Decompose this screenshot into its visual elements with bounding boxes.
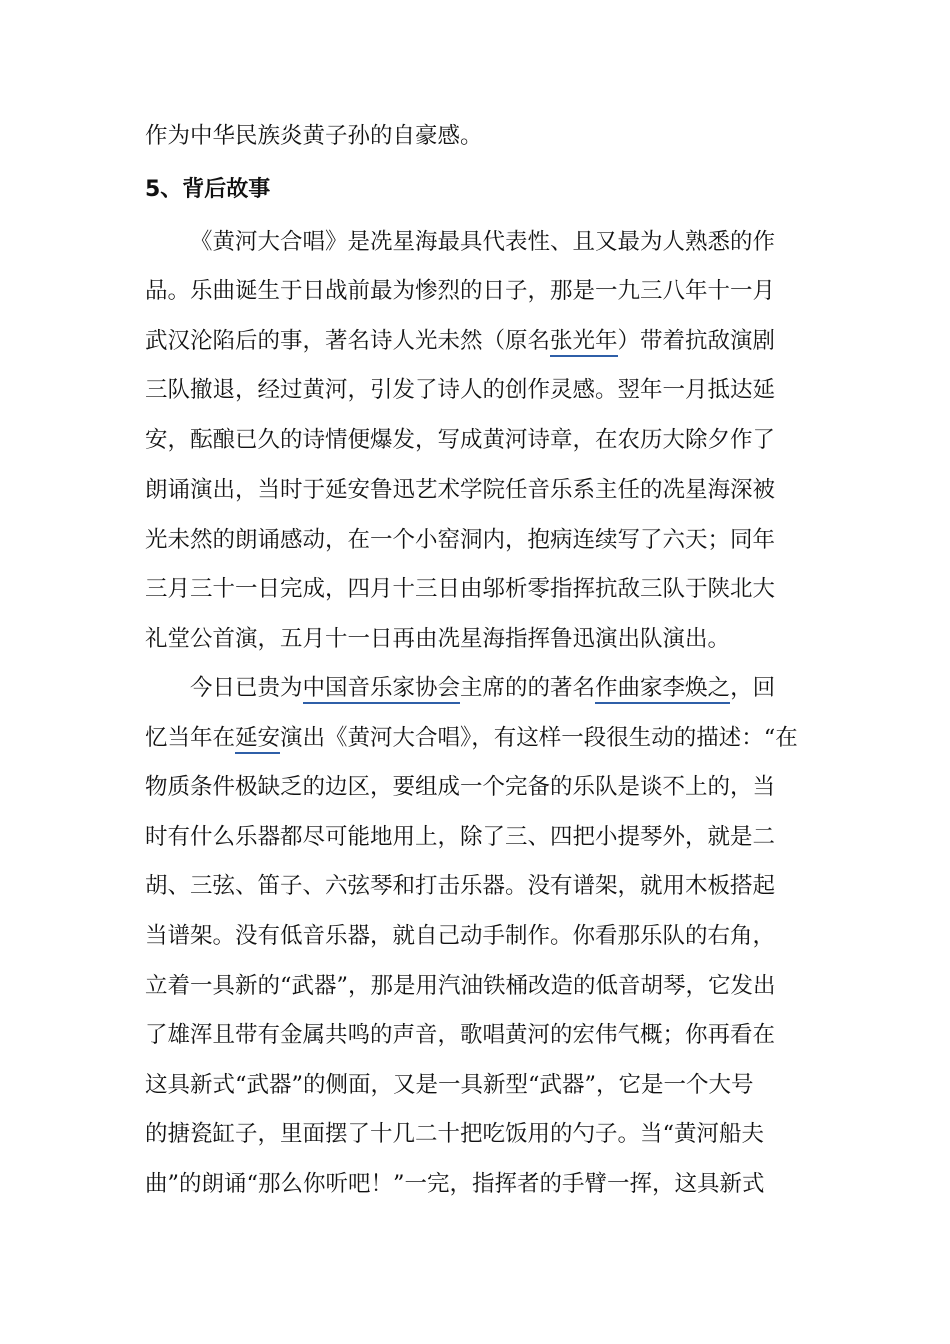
p2-line-1-text-after: ，回 bbox=[730, 675, 776, 701]
intro-line: 作为中华民族炎黄子孙的自豪感。 bbox=[145, 123, 483, 149]
p2-line-6: 当谱架。没有低音乐器，就自己动手制作。你看那乐队的右角， bbox=[145, 923, 776, 949]
p1-line-1: 《黄河大合唱》是冼星海最具代表性、且又最为人熟悉的作 bbox=[190, 229, 776, 255]
p1-line-4: 三队撤退，经过黄河，引发了诗人的创作灵感。翌年一月抵达延 bbox=[145, 377, 776, 403]
p1-line-7: 光未然的朗诵感动，在一个小窑洞内，抱病连续写了六天；同年 bbox=[145, 527, 776, 553]
p1-line-2: 品。乐曲诞生于日战前最为惨烈的日子，那是一九三八年十一月 bbox=[145, 278, 776, 304]
p2-line-1 bbox=[190, 668, 815, 708]
p2-line-4: 时有什么乐器都尽可能地用上，除了三、四把小提琴外，就是二 bbox=[145, 824, 776, 850]
link-zhang-guangnian[interactable]: 张光年 bbox=[550, 328, 618, 357]
p2-line-11: 曲”的朗诵“那么你听吧！”一完，指挥者的手臂一挥，这具新式 bbox=[145, 1171, 765, 1197]
p1-line-8: 三月三十一日完成，四月十三日由邬析零指挥抗敌三队于陕北大 bbox=[145, 576, 776, 602]
p2-line-2-text-after: 演出《黄河大合唱》，有这样一段很生动的描述：“在 bbox=[280, 725, 798, 751]
p2-line-9: 这具新式“武器”的侧面，又是一具新型“武器”，它是一个大号 bbox=[145, 1072, 754, 1098]
p2-line-7: 立着一具新的“武器”，那是用汽油铁桶改造的低音胡琴，它发出 bbox=[145, 973, 776, 999]
p2-line-2 bbox=[145, 718, 815, 758]
p2-line-5: 胡、三弦、笛子、六弦琴和打击乐器。没有谱架，就用木板搭起 bbox=[145, 873, 776, 899]
p1-line-5: 安，酝酿已久的诗情便爆发，写成黄河诗章，在农历大除夕作了 bbox=[145, 427, 776, 453]
p1-line-9: 礼堂公首演，五月十一日再由冼星海指挥鲁迅演出队演出。 bbox=[145, 626, 731, 652]
p2-line-1-text-mid: 主席的的著名 bbox=[460, 675, 596, 701]
link-yanan[interactable]: 延安 bbox=[235, 725, 280, 754]
section-heading: 5、背后故事 bbox=[145, 177, 271, 202]
p2-line-10: 的搪瓷缸子，里面摆了十几二十把吃饭用的勺子。当“黄河船夫 bbox=[145, 1121, 765, 1147]
p2-line-1-text-before: 今日已贵为 bbox=[190, 675, 303, 701]
link-composer-li-huanzhi[interactable]: 作曲家李焕之 bbox=[595, 675, 730, 704]
p1-line-6: 朗诵演出，当时于延安鲁迅艺术学院任音乐系主任的冼星海深被 bbox=[145, 477, 776, 503]
p2-line-3: 物质条件极缺乏的边区，要组成一个完备的乐队是谈不上的，当 bbox=[145, 774, 776, 800]
p1-line-3-text-after: ）带着抗敌演剧 bbox=[617, 328, 776, 354]
link-chinese-musicians-association[interactable]: 中国音乐家协会 bbox=[303, 675, 461, 704]
p2-line-2-text-before: 忆当年在 bbox=[145, 725, 236, 751]
p1-line-3 bbox=[145, 321, 815, 361]
p2-line-8: 了雄浑且带有金属共鸣的声音，歌唱黄河的宏伟气概；你再看在 bbox=[145, 1022, 776, 1048]
p1-line-3-text-before: 武汉沦陷后的事，著名诗人光未然（原名 bbox=[145, 328, 551, 354]
